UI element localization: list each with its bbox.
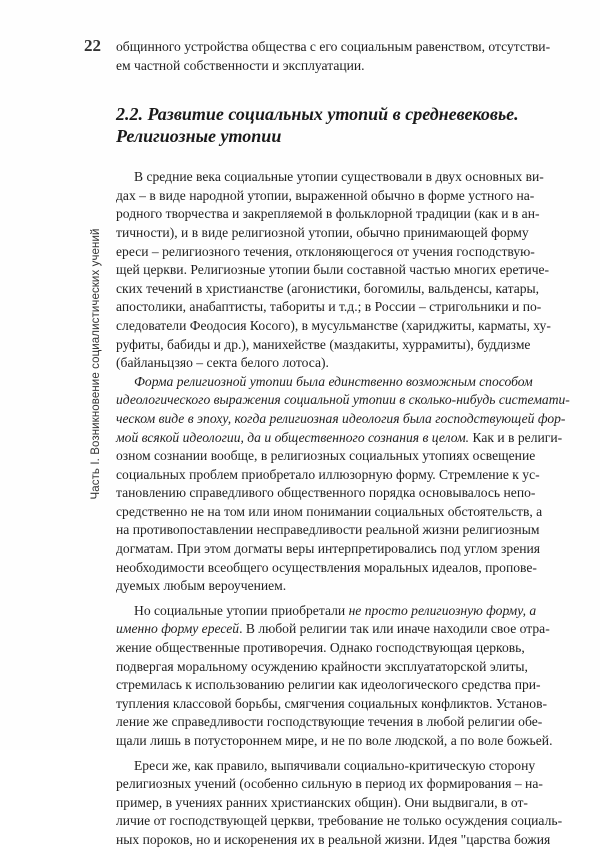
text-line: необходимости всеобщего осуществления моральных идеалов, пропове- xyxy=(116,559,537,575)
text-line: пример, в учениях ранних христианских общин). Они выдвигали, в от- xyxy=(116,794,528,810)
text-line: общинного устройства общества с его социальным равенством, отсутстви- xyxy=(116,39,551,54)
paragraph-2 xyxy=(116,373,570,596)
body-text xyxy=(116,38,570,850)
text-line-italic: идеологического выражения социальной утопии в сколько-нибудь системати- xyxy=(116,392,570,408)
running-head-text: Часть I. Возникновение социалистических учений xyxy=(90,228,102,500)
text-line: религиозных учений (особенно сильную в период их формирования – на- xyxy=(116,776,543,792)
text-line-mixed xyxy=(116,429,563,448)
italic-fragment: не просто религиозную форму, а xyxy=(348,602,537,618)
regular-fragment: Как и в религи- xyxy=(469,429,563,445)
paragraph-4 xyxy=(116,757,563,850)
text-line: озном сознании вообще, в религиозных социальных утопиях освещение xyxy=(116,448,536,464)
text-line: В средние века социальные утопии существовали в двух основных ви- xyxy=(134,169,544,185)
text-line-mixed xyxy=(116,602,537,621)
text-line: дах – в виде народной утопии, выраженной обычно в форме устного на- xyxy=(116,187,535,203)
regular-fragment: . В любой религии так или иначе находили свое отра- xyxy=(239,621,550,637)
paragraph-1 xyxy=(116,168,551,373)
text-line: социальных проблем приобретало иллюзорную форму. Стремление к ус- xyxy=(116,466,540,482)
text-line: дуемых любым вероучением. xyxy=(116,578,287,594)
text-line: ем частной собственности и эксплуатации. xyxy=(116,57,365,73)
text-line: стремилась к использованию религии как идеологического средства при- xyxy=(116,677,541,693)
text-line: родного творчества и закрепляемой в фольклорной традиции (как и в ан- xyxy=(116,206,540,222)
text-line: щей церкви. Религиозные утопии были составной частью многих еретиче- xyxy=(116,262,550,278)
text-line: ских течений в христианстве (агонистики, богомилы, вальденсы, катары, xyxy=(116,280,540,296)
text-line: следователи Феодосия Косого), в мусульманстве (хариджиты, карматы, ху- xyxy=(116,317,551,333)
page-number: 22 xyxy=(84,36,101,55)
heading-line: Религиозные утопии xyxy=(116,126,282,147)
text-line: средственно не на том или ином понимании социальных обстоятельств, а xyxy=(116,503,543,519)
intro-paragraph xyxy=(116,38,551,75)
text-line: догматам. При этом догматы веры интерпретировались под углом зрения xyxy=(116,541,541,557)
text-line: (байланьцзяо – секта белого лотоса). xyxy=(116,355,329,371)
text-line: личие от господствующей церкви, требование не только осуждения социаль- xyxy=(116,813,563,829)
text-line-italic: ческом виде в эпоху, когда религиозная идеология была господствующей фор- xyxy=(116,410,566,426)
text-line: тупления классовой борьбы, смягчения социальных конфликтов. Установ- xyxy=(116,695,548,711)
heading-line: 2.2. Развитие социальных утопий в средневековье. xyxy=(116,104,519,125)
text-line: тановлению справедливого общественного порядка основывалось непо- xyxy=(116,485,536,501)
text-line: Ереси же, как правило, выпячивали социально-критическую сторону xyxy=(134,757,536,773)
text-line: подвергая моральному осуждению крайности эксплуататорской элиты, xyxy=(116,658,528,674)
text-line-mixed xyxy=(116,620,550,639)
paragraph-3 xyxy=(116,602,553,751)
text-line: ереси – религиозного течения, отклоняющегося от учения господствую- xyxy=(116,243,535,259)
section-heading xyxy=(116,103,519,147)
text-line-italic: Форма религиозной утопии была единственно возможным способом xyxy=(134,373,533,389)
italic-fragment: именно форму ересей xyxy=(116,621,240,637)
regular-fragment: Но социальные утопии приобретали xyxy=(134,602,349,618)
text-line: ление же справедливости господствующие течения в любой религии обе- xyxy=(116,714,543,730)
text-line: щали лишь в потустороннем мире, и не по воле людской, а по воле божьей. xyxy=(116,733,553,748)
text-line: ных пороков, но и искоренения их в реальной жизни. Идея "царства божия xyxy=(116,831,551,847)
italic-fragment: мой всякой идеологии, да и общественного сознания в целом. xyxy=(116,429,470,445)
text-line: апостолики, анабаптисты, табориты и т.д.; в России – стригольники и по- xyxy=(116,299,542,315)
text-line: жение общественные противоречия. Однако господствующая церковь, xyxy=(116,640,525,656)
text-line: тичности), и в виде религиозной утопии, обычно принимающей форму xyxy=(116,224,529,240)
text-line: на противопоставлении несправедливости реальной жизни религиозным xyxy=(116,522,540,538)
text-line: руфиты, бабиды и др.), манихействе (маздакиты, хуррамиты), буддизме xyxy=(116,336,531,352)
